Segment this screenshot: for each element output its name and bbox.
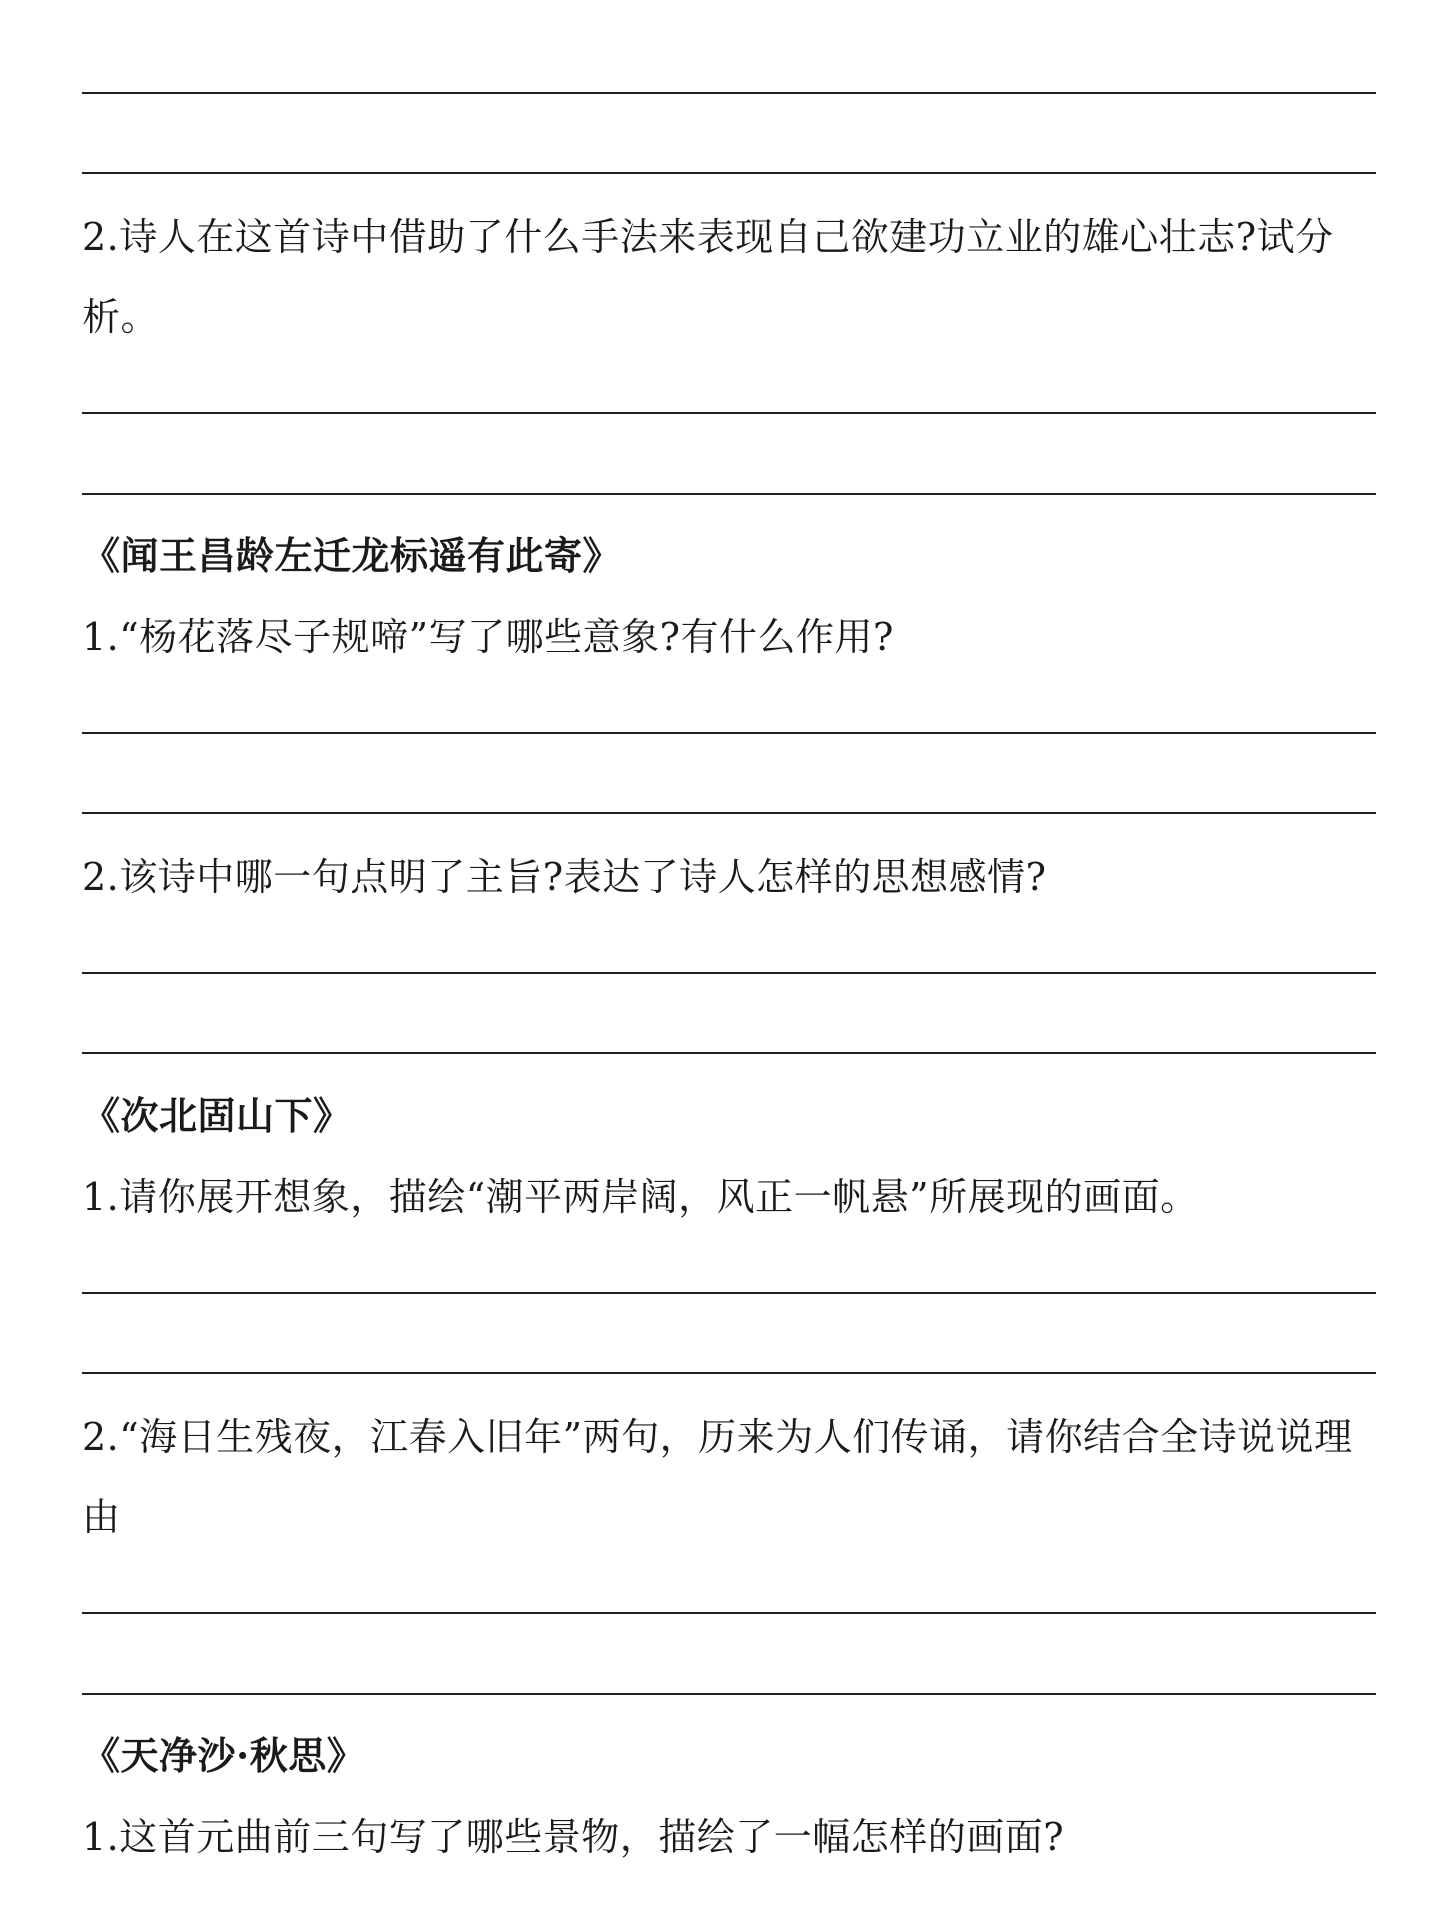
question-text: 2.该诗中哪一句点明了主旨?表达了诗人怎样的思想感情? bbox=[82, 855, 1047, 899]
answer-line[interactable] bbox=[82, 732, 1376, 734]
answer-line[interactable] bbox=[82, 412, 1376, 414]
answer-line[interactable] bbox=[82, 1612, 1376, 1614]
answer-line[interactable] bbox=[82, 1372, 1376, 1374]
poem-title: 《天净沙·秋思》 bbox=[82, 1733, 366, 1778]
answer-line[interactable] bbox=[82, 812, 1376, 814]
answer-line[interactable] bbox=[82, 172, 1376, 174]
question-text: 1.请你展开想象，描绘“潮平两岸阔，风正一帆悬”所展现的画面。 bbox=[82, 1175, 1199, 1219]
question-text: 2.诗人在这首诗中借助了什么手法来表现自己欲建功立业的雄心壮志?试分析。 bbox=[82, 215, 1334, 339]
answer-line[interactable] bbox=[82, 1052, 1376, 1054]
answer-line[interactable] bbox=[82, 92, 1376, 94]
answer-line[interactable] bbox=[82, 1292, 1376, 1294]
poem-title: 《闻王昌龄左迁龙标遥有此寄》 bbox=[82, 533, 622, 578]
poem-title: 《次北固山下》 bbox=[82, 1093, 352, 1138]
question-text: 1.“杨花落尽子规啼”写了哪些意象?有什么作用? bbox=[82, 615, 894, 659]
question-text: 2.“海日生残夜，江春入旧年”两句，历来为人们传诵，请你结合全诗说说理由 bbox=[82, 1415, 1353, 1539]
answer-line[interactable] bbox=[82, 972, 1376, 974]
answer-line[interactable] bbox=[82, 493, 1376, 495]
question-text: 1.这首元曲前三句写了哪些景物，描绘了一幅怎样的画面? bbox=[82, 1815, 1065, 1859]
answer-line[interactable] bbox=[82, 1693, 1376, 1695]
